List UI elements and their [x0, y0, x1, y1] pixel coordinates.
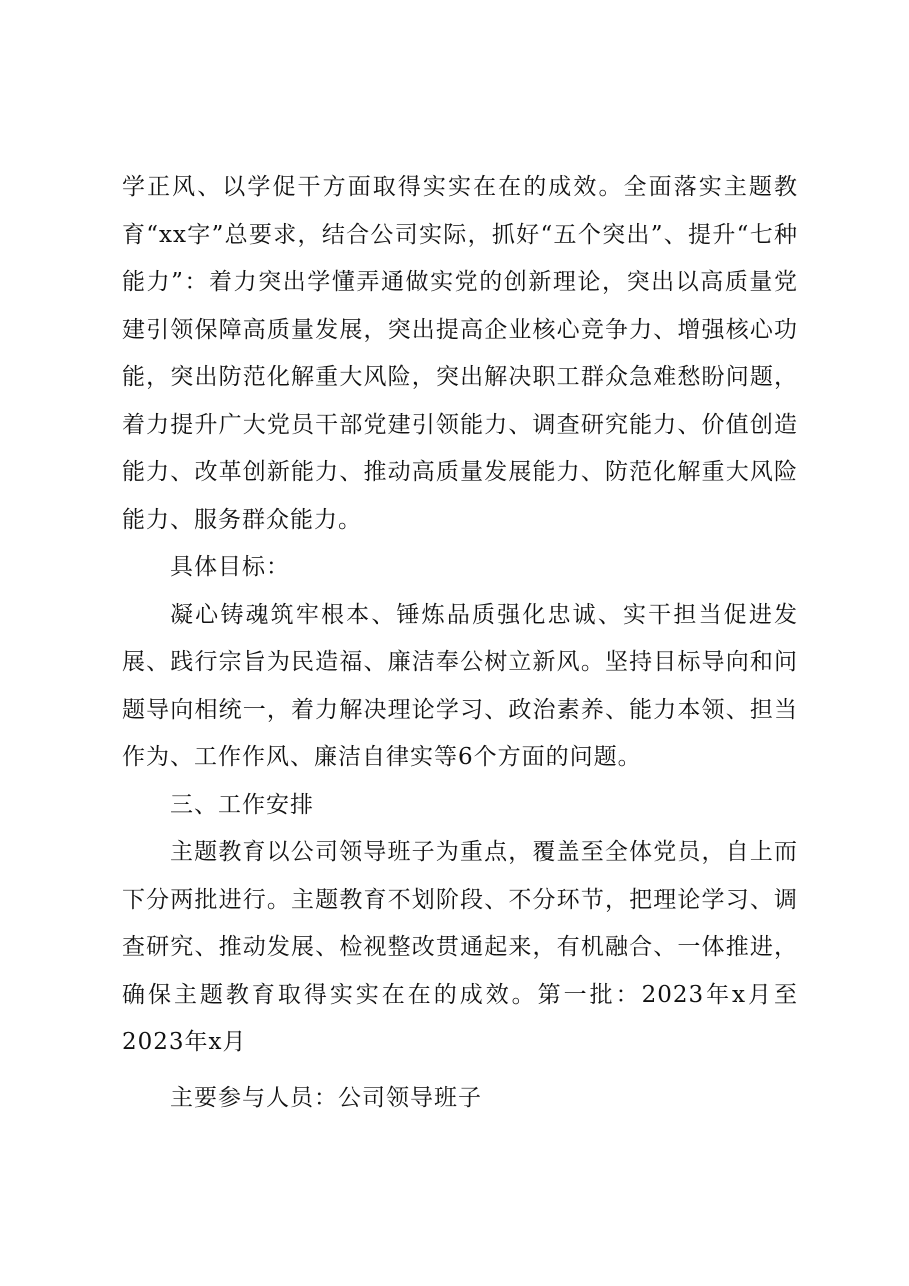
- paragraph-specific-goals: 凝心铸魂筑牢根本、锤炼品质强化忠诚、实干担当促进发展、践行宗旨为民造福、廉洁奉公树立新风。坚持目标导向和问题导向相统一，着力解决理论学习、政治素养、能力本领、担当作为、工作作风、廉洁自律实等6个方面的问题。: [122, 601, 798, 770]
- paragraph-participants: 主要参与人员：公司领导班子: [170, 1084, 482, 1111]
- paragraph-gap: [122, 1067, 798, 1075]
- paragraph-specific-goals-heading: 具体目标：: [170, 554, 290, 580]
- document-body: [122, 164, 798, 1122]
- paragraph-summary: 学正风、以学促干方面取得实实在在的成效。全面落实主题教育“xx字”总要求，结合公司实际，抓好“五个突出”、提升“七种能力”：着力突出学懂弄通做实党的创新理论，突出以高质量党建引领保障高质量发展，突出提高企业核心竞争力、增强核心功能，突出防范化解重大风险，突出解决职工群众急难愁盼问题，着力提升广大党员干部党建引领能力、调查研究能力、价值创造能力、改革创新能力、推动高质量发展能力、防范化解重大风险能力、服务群众能力。: [122, 174, 798, 533]
- section-heading-work-arrangement: 三、工作安排: [170, 791, 314, 818]
- paragraph-work-arrangement: 主题教育以公司领导班子为重点，覆盖至全体党员，自上而下分两批进行。主题教育不划阶段、不分环节，把理论学习、调查研究、推动发展、检视整改贯通起来，有机融合、一体推进，确保主题教育取得实实在在的成效。第一批：2023年x月至2023年x月: [122, 839, 798, 1055]
